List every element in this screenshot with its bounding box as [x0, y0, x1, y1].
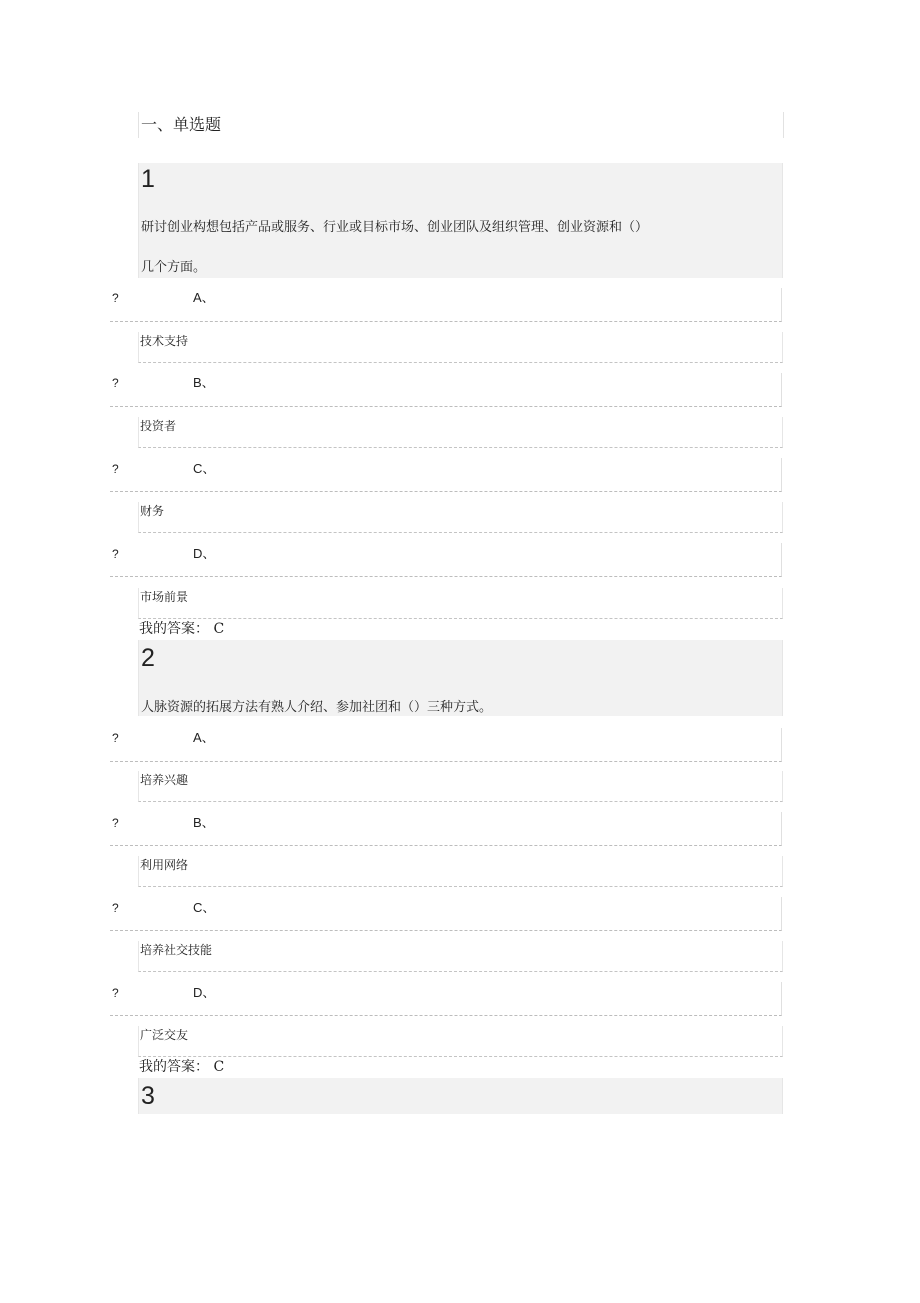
- option-mark: ?: [112, 462, 119, 476]
- option-letter: A、: [193, 730, 215, 745]
- option-d-text-box: [138, 1026, 783, 1057]
- option-text: 广泛交友: [140, 1028, 189, 1042]
- option-a-text-box: [138, 771, 783, 802]
- option-letter: B、: [193, 375, 215, 390]
- option-text: 培养兴趣: [140, 773, 189, 787]
- option-text: 利用网络: [140, 858, 189, 872]
- option-text: 投资者: [140, 419, 177, 433]
- option-mark: ?: [112, 986, 119, 1000]
- option-d-text-box: [138, 588, 783, 619]
- option-text: 财务: [140, 504, 165, 518]
- option-letter: C、: [193, 900, 216, 915]
- question-3-box: [138, 1078, 783, 1114]
- option-letter: C、: [193, 461, 216, 476]
- question-number: 2: [141, 644, 155, 672]
- option-mark: ?: [112, 291, 119, 305]
- option-text: 技术支持: [140, 334, 189, 348]
- option-b-text-box: [138, 417, 783, 448]
- my-answer: 我的答案： C: [139, 1059, 225, 1075]
- option-c-text-box: [138, 941, 783, 972]
- option-mark: ?: [112, 547, 119, 561]
- option-text: 市场前景: [140, 590, 189, 604]
- question-1-box: [138, 163, 783, 278]
- question-number: 1: [141, 165, 155, 193]
- option-mark: ?: [112, 731, 119, 745]
- section-title: 一、单选题: [138, 112, 784, 138]
- option-letter: D、: [193, 985, 216, 1000]
- question-2-box: [138, 640, 783, 716]
- question-text-line-1: 人脉资源的拓展方法有熟人介绍、参加社团和（）三种方式。: [141, 700, 493, 715]
- option-mark: ?: [112, 376, 119, 390]
- question-text-line-2: 几个方面。: [141, 260, 207, 275]
- option-b-text-box: [138, 856, 783, 887]
- my-answer: 我的答案： C: [139, 621, 225, 637]
- option-text: 培养社交技能: [140, 943, 213, 957]
- question-text-line-1: 研讨创业构想包括产品或服务、行业或目标市场、创业团队及组织管理、创业资源和（）: [141, 220, 649, 235]
- option-letter: A、: [193, 290, 215, 305]
- option-a-text-box: [138, 332, 783, 363]
- option-c-text-box: [138, 502, 783, 533]
- question-number: 3: [141, 1082, 155, 1110]
- option-letter: B、: [193, 815, 215, 830]
- option-letter: D、: [193, 546, 216, 561]
- option-mark: ?: [112, 901, 119, 915]
- option-mark: ?: [112, 816, 119, 830]
